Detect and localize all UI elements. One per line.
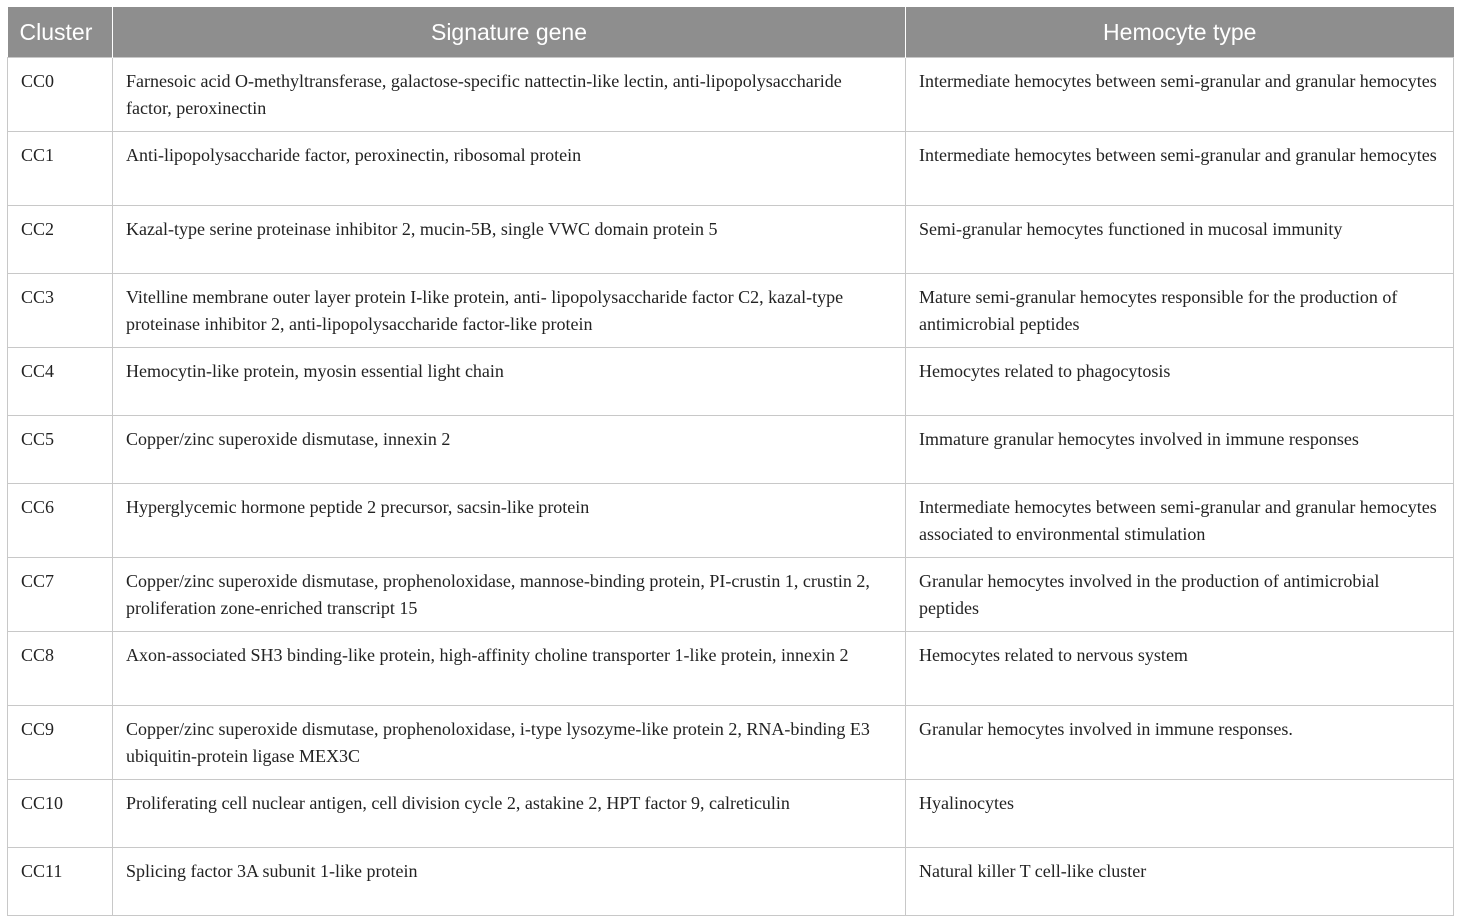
- hemocyte-type-cell: Hemocytes related to phagocytosis: [906, 348, 1454, 416]
- hemocyte-type-cell: Intermediate hemocytes between semi-granular and granular hemocytes: [906, 58, 1454, 132]
- table-header: [8, 7, 1454, 58]
- hemocyte-type-cell: Intermediate hemocytes between semi-granular and granular hemocytes: [906, 132, 1454, 206]
- cluster-cell: CC11: [8, 848, 113, 916]
- signature-gene-cell: Axon-associated SH3 binding-like protein, high-affinity choline transporter 1-like protein, innexin 2: [113, 632, 906, 706]
- header-hemocyte-type: Hemocyte type: [906, 7, 1454, 58]
- table-row: [8, 558, 1454, 632]
- hemocyte-type-cell: Natural killer T cell-like cluster: [906, 848, 1454, 916]
- cluster-cell: CC9: [8, 706, 113, 780]
- hemocyte-type-cell: Granular hemocytes involved in the production of antimicrobial peptides: [906, 558, 1454, 632]
- signature-gene-cell: Hyperglycemic hormone peptide 2 precursor, sacsin-like protein: [113, 484, 906, 558]
- cluster-cell: CC8: [8, 632, 113, 706]
- table-row: [8, 780, 1454, 848]
- cluster-cell: CC1: [8, 132, 113, 206]
- table-row: [8, 416, 1454, 484]
- signature-gene-cell: Copper/zinc superoxide dismutase, prophenoloxidase, i-type lysozyme-like protein 2, RNA-binding E3 ubiquitin-protein ligase MEX3C: [113, 706, 906, 780]
- hemocyte-type-cell: Immature granular hemocytes involved in immune responses: [906, 416, 1454, 484]
- cluster-cell: CC0: [8, 58, 113, 132]
- table-row: [8, 848, 1454, 916]
- signature-gene-cell: Splicing factor 3A subunit 1-like protein: [113, 848, 906, 916]
- hemocyte-cluster-table: [7, 7, 1453, 916]
- signature-gene-cell: Vitelline membrane outer layer protein I-like protein, anti- lipopolysaccharide factor C2, kazal-type proteinase inhibitor 2, anti-lipopolysaccharide factor-like protein: [113, 274, 906, 348]
- header-row: [8, 7, 1454, 58]
- header-cluster: Cluster: [8, 7, 113, 58]
- table-row: [8, 58, 1454, 132]
- table-row: [8, 484, 1454, 558]
- signature-gene-cell: Kazal-type serine proteinase inhibitor 2, mucin-5B, single VWC domain protein 5: [113, 206, 906, 274]
- hemocyte-type-cell: Semi-granular hemocytes functioned in mucosal immunity: [906, 206, 1454, 274]
- table-row: [8, 132, 1454, 206]
- cluster-cell: CC5: [8, 416, 113, 484]
- cluster-cell: CC10: [8, 780, 113, 848]
- cluster-cell: CC6: [8, 484, 113, 558]
- signature-gene-cell: Farnesoic acid O-methyltransferase, galactose-specific nattectin-like lectin, anti-lipopolysaccharide factor, peroxinectin: [113, 58, 906, 132]
- data-table: [7, 7, 1454, 916]
- hemocyte-type-cell: Mature semi-granular hemocytes responsible for the production of antimicrobial peptides: [906, 274, 1454, 348]
- hemocyte-type-cell: Hemocytes related to nervous system: [906, 632, 1454, 706]
- header-signature-gene: Signature gene: [113, 7, 906, 58]
- signature-gene-cell: Anti-lipopolysaccharide factor, peroxinectin, ribosomal protein: [113, 132, 906, 206]
- cluster-cell: CC3: [8, 274, 113, 348]
- signature-gene-cell: Proliferating cell nuclear antigen, cell division cycle 2, astakine 2, HPT factor 9, calreticulin: [113, 780, 906, 848]
- cluster-cell: CC2: [8, 206, 113, 274]
- cluster-cell: CC4: [8, 348, 113, 416]
- signature-gene-cell: Hemocytin-like protein, myosin essential light chain: [113, 348, 906, 416]
- table-row: [8, 206, 1454, 274]
- table-row: [8, 274, 1454, 348]
- hemocyte-type-cell: Intermediate hemocytes between semi-granular and granular hemocytes associated to environmental stimulation: [906, 484, 1454, 558]
- table-row: [8, 632, 1454, 706]
- signature-gene-cell: Copper/zinc superoxide dismutase, prophenoloxidase, mannose-binding protein, PI-crustin 1, crustin 2, proliferation zone-enriched transcript 15: [113, 558, 906, 632]
- cluster-cell: CC7: [8, 558, 113, 632]
- hemocyte-type-cell: Granular hemocytes involved in immune responses.: [906, 706, 1454, 780]
- hemocyte-type-cell: Hyalinocytes: [906, 780, 1454, 848]
- signature-gene-cell: Copper/zinc superoxide dismutase, innexin 2: [113, 416, 906, 484]
- table-body: [8, 58, 1454, 916]
- table-row: [8, 706, 1454, 780]
- table-row: [8, 348, 1454, 416]
